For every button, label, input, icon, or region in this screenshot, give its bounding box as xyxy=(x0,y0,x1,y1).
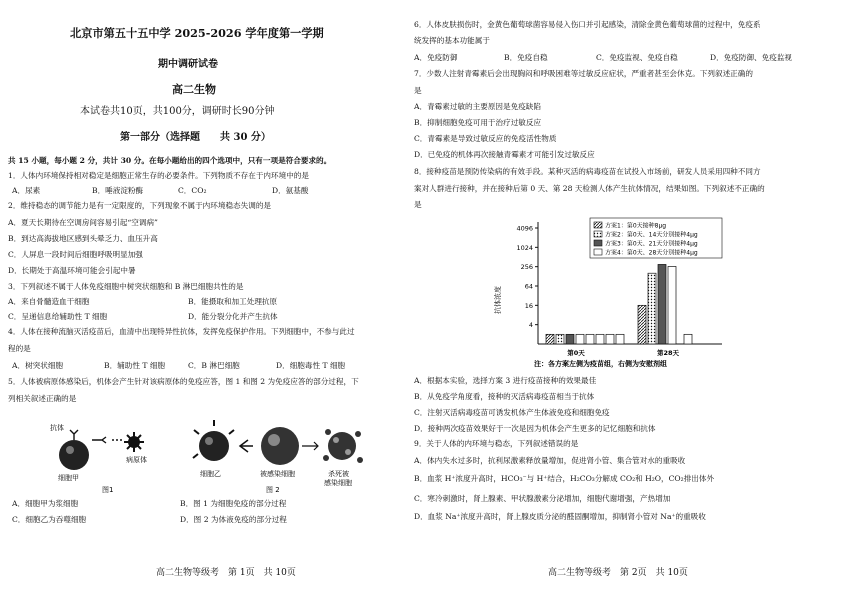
pathogen-icon xyxy=(124,432,144,452)
q9-option-a: A．体内失水过多时，抗利尿激素释放量增加，促进肾小管、集合管对水的重吸收 xyxy=(414,456,686,465)
q3-option-a: A．来自骨髓造血干细胞 xyxy=(8,297,90,306)
pathogen-label: 病原体 xyxy=(126,456,147,464)
chart-bar xyxy=(658,264,666,344)
page-footer-right: 高二生物等级考 第 2页 共 10页 xyxy=(548,568,688,578)
x-category-label: 第0天 xyxy=(567,349,585,357)
q4-option-b: B．辅助性 T 细胞 xyxy=(104,361,166,370)
cell-b-icon xyxy=(193,420,234,461)
q1-option-c: C．CO₂ xyxy=(178,186,207,195)
legend-label: 方案2：第0天、14天分别接种4μg xyxy=(605,231,698,239)
q7-option-b: B．抑制细胞免疫可用于治疗过敏反应 xyxy=(414,118,542,127)
cell-a-label: 细胞甲 xyxy=(58,474,79,482)
q8-option-a: A．根据本实验，选择方案 3 进行疫苗接种的效果最佳 xyxy=(414,376,597,385)
q5-option-b: B．图 1 为细胞免疫的部分过程 xyxy=(180,499,287,508)
legend-swatch xyxy=(594,231,602,237)
question-8-line1: 8．接种疫苗是预防传染病的有效手段。某种灭活的病毒疫苗在试投入市场前，研发人员采用四种不同方 xyxy=(414,167,761,176)
q5-option-c: C．细胞乙为吞噬细胞 xyxy=(12,515,87,524)
question-4-line2: 程的是 xyxy=(8,344,31,353)
q9-option-d: D．血浆 Na⁺浓度升高时，肾上腺皮质分泌的醛固酮增加，抑制肾小管对 Na⁺的重吸收 xyxy=(414,512,706,521)
question-5-line2: 列相关叙述正确的是 xyxy=(8,394,77,403)
question-6-line2: 统发挥的基本功能属于 xyxy=(414,36,490,45)
chart-bar xyxy=(668,266,676,344)
chart-ylabel: 抗体浓度 xyxy=(494,286,502,314)
q7-option-d: D．已免疫的机体再次接触青霉素才可能引发过敏反应 xyxy=(414,150,595,159)
q1-option-b: B．唾液淀粉酶 xyxy=(92,186,144,195)
question-9: 9．关于人体的内环境与稳态，下列叙述错误的是 xyxy=(414,439,579,448)
chart-bar xyxy=(546,334,554,344)
y-tick-label: 1024 xyxy=(516,243,533,252)
question-7-line2: 是 xyxy=(414,86,422,95)
q2-option-a: A．夏天长期待在空调房间容易引起“空调病” xyxy=(8,218,158,227)
question-4-line1: 4．人体在接种流脑灭活疫苗后，血清中出现特异性抗体，发挥免疫保护作用。下列细胞中，不参与此过 xyxy=(8,327,355,336)
chart-placebo-bar xyxy=(596,334,604,344)
chart-yticks xyxy=(516,225,538,330)
q3-option-d: D．能分裂分化并产生抗体 xyxy=(188,312,278,321)
killed-cell-label-2: 感染细胞 xyxy=(324,479,352,487)
q7-option-a: A．青霉素过敏的主要原因是免疫缺陷 xyxy=(414,102,541,111)
q4-option-c: C．B 淋巴细胞 xyxy=(188,361,240,370)
legend-label: 方案3：第0天、21天分别接种4μg xyxy=(605,240,698,248)
y-tick-label: 64 xyxy=(524,282,533,291)
legend-label: 方案4：第0天、28天分别接种4μg xyxy=(605,249,698,257)
legend-label: 方案1：第0天接种8μg xyxy=(605,222,667,230)
x-category-label: 第28天 xyxy=(656,349,680,357)
chart-placebo-bar xyxy=(606,334,614,344)
q6-option-b: B．免疫自稳 xyxy=(504,53,548,62)
question-2: 2．维持稳态的调节能力是有一定限度的，下列现象不属于内环境稳态失调的是 xyxy=(8,201,272,210)
killed-cell-label-1: 杀死被 xyxy=(328,470,349,478)
chart-bar xyxy=(648,273,656,344)
q6-option-c: C．免疫监视、免疫自稳 xyxy=(596,53,678,62)
antibody-label: 抗体 xyxy=(50,424,64,432)
q2-option-b: B．到达高海拔地区感到头晕乏力、血压升高 xyxy=(8,234,158,243)
q8-option-b: B．从免疫学角度看，接种的灭活病毒疫苗相当于抗体 xyxy=(414,392,595,401)
cell-a-icon xyxy=(59,440,89,470)
chart-placebo-bar xyxy=(616,334,624,344)
q1-option-a: A．尿素 xyxy=(12,186,41,195)
q3-option-b: B．能摄取和加工处理抗原 xyxy=(188,297,278,306)
exam-info: 本试卷共10页，共100分，调研时长90分钟 xyxy=(80,106,275,117)
q6-option-d: D．免疫防御、免疫监视 xyxy=(710,53,793,62)
cell-b-label: 细胞乙 xyxy=(200,470,221,478)
instructions: 共 15 小题，每小题 2 分，共计 30 分。在每小题给出的四个选项中，只有一项是符合要求的。 xyxy=(8,156,332,165)
chart-bar xyxy=(638,305,646,344)
q9-option-b: B．血浆 H⁺浓度升高时，HCO₃⁻与 H⁺结合，H₂CO₃分解成 CO₂和 H₂O，CO₂排出体外 xyxy=(414,474,715,483)
legend-swatch xyxy=(594,249,602,255)
chart-bar xyxy=(556,334,564,344)
page-footer-left: 高二生物等级考 第 1页 共 10页 xyxy=(156,568,296,578)
legend-swatch xyxy=(594,240,602,246)
immune-figure xyxy=(8,410,408,494)
q4-option-d: D．细胞毒性 T 细胞 xyxy=(276,361,346,370)
y-tick-label: 256 xyxy=(520,263,533,272)
chart-bar xyxy=(576,334,584,344)
q6-option-a: A．免疫防御 xyxy=(414,53,458,62)
arrow-icon xyxy=(302,442,318,450)
infected-cell-label: 被感染细胞 xyxy=(260,470,295,478)
y-tick-label: 16 xyxy=(524,301,533,310)
q3-option-c: C．呈递信息给辅助性 T 细胞 xyxy=(8,312,108,321)
q1-option-d: D．氨基酸 xyxy=(272,186,309,195)
q5-option-a: A．细胞甲为浆细胞 xyxy=(12,499,79,508)
fig1-caption: 图1 xyxy=(102,486,114,494)
q7-option-c: C．青霉素是导致过敏反应的免疫活性物质 xyxy=(414,134,557,143)
q2-option-c: C．人屏息一段时间后细胞呼吸明显加强 xyxy=(8,250,143,259)
legend-swatch xyxy=(594,222,602,228)
chart-note: 注：各方案左侧为疫苗组，右侧为安慰剂组 xyxy=(534,360,667,368)
part1-heading: 第一部分（选择题 共 30 分） xyxy=(120,132,271,143)
q5-option-d: D．图 2 为体液免疫的部分过程 xyxy=(180,515,287,524)
q8-option-d: D．接种两次疫苗效果好于一次是因为机体会产生更多的记忆细胞和抗体 xyxy=(414,424,656,433)
question-8-line3: 是 xyxy=(414,200,422,209)
chart-bars xyxy=(546,264,692,344)
killed-cell-icon xyxy=(323,429,363,463)
question-5-line1: 5．人体被病原体感染后，机体会产生针对该病原体的免疫应答，图 1 和图 2 为免疫应答的部分过程，下 xyxy=(8,377,359,386)
chart-placebo-bar xyxy=(586,334,594,344)
chart-xlabels xyxy=(567,348,679,357)
infected-cell-icon xyxy=(240,427,299,465)
q8-option-c: C．注射灭活病毒疫苗可诱发机体产生体液免疫和细胞免疫 xyxy=(414,408,610,417)
q2-option-d: D．长期处于高温环境可能会引起中暑 xyxy=(8,266,136,275)
y-tick-label: 4096 xyxy=(516,224,533,233)
chart-bar xyxy=(566,334,574,344)
question-3: 3．下列叙述不属于人体免疫细胞中树突状细胞和 B 淋巴细胞共性的是 xyxy=(8,282,244,291)
y-tick-label: 4 xyxy=(528,321,533,330)
exam-subtitle: 期中调研试卷 xyxy=(158,59,218,70)
q4-option-a: A．树突状细胞 xyxy=(12,361,64,370)
question-7-line1: 7．少数人注射青霉素后会出现胸闷和呼吸困难等过敏反应症状，严重者甚至会休克。下列叙述正确的 xyxy=(414,69,753,78)
antibody-chart xyxy=(494,214,764,374)
chart-placebo-bar xyxy=(684,334,692,344)
question-6-line1: 6．人体皮肤损伤时，金黄色葡萄球菌容易侵入伤口并引起感染，清除金黄色葡萄球菌的过程中，免疫系 xyxy=(414,20,761,29)
q9-option-c: C．寒冷刺激时，肾上腺素、甲状腺激素分泌增加，细胞代谢增强，产热增加 xyxy=(414,494,671,503)
chart-legend xyxy=(590,218,722,258)
exam-title: 北京市第五十五中学 2025-2026 学年度第一学期 xyxy=(70,26,324,40)
question-8-line2: 案对人群进行接种，并在接种后第 0 天、第 28 天检测人体产生抗体情况，结果如图。下列叙述不正确的 xyxy=(414,184,765,193)
question-1: 1．人体内环境保持相对稳定是细胞正常生存的必要条件。下列物质不存在于内环境中的是 xyxy=(8,171,309,180)
subject-title: 高二生物 xyxy=(172,83,216,96)
fig2-caption: 图 2 xyxy=(266,486,280,494)
